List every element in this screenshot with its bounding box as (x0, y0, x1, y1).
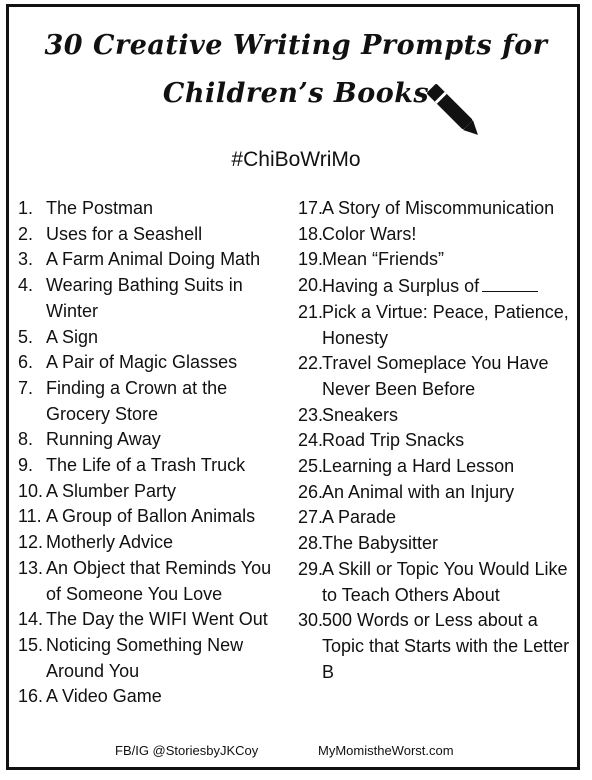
prompt-item (18, 325, 290, 351)
prompt-list-left (18, 196, 290, 710)
prompt-item (298, 608, 570, 685)
prompt-number: 3. (18, 249, 34, 270)
prompt-text: Running Away (46, 429, 161, 450)
prompt-number: 14. (18, 609, 44, 630)
prompt-number: 15. (18, 634, 44, 655)
prompt-number: 13. (18, 557, 44, 578)
prompt-item (298, 403, 570, 429)
prompt-text: Uses for a Seashell (46, 223, 203, 244)
prompt-number: 16. (18, 686, 44, 707)
prompt-text: Travel Someplace You Have Never Been Before (322, 353, 549, 399)
prompt-item (298, 428, 570, 454)
prompt-text: The Babysitter (322, 533, 439, 554)
prompt-number: 29. (298, 558, 324, 579)
pencil-icon (425, 82, 487, 144)
prompt-number: 8. (18, 429, 34, 450)
prompt-text: The Day the WIFI Went Out (46, 609, 268, 630)
prompt-text: Color Wars! (322, 223, 417, 244)
prompt-number: 9. (18, 455, 34, 476)
prompt-number: 23. (298, 404, 324, 425)
prompt-item (298, 222, 570, 248)
prompt-item (18, 350, 290, 376)
prompt-text: Learning a Hard Lesson (322, 456, 515, 477)
prompt-item (18, 453, 290, 479)
prompt-number: 12. (18, 532, 44, 553)
prompt-text: Mean “Friends” (322, 249, 445, 270)
prompt-item (18, 222, 290, 248)
prompt-number: 11. (18, 506, 42, 527)
prompt-number: 27. (298, 507, 324, 528)
prompt-number: 10. (18, 480, 44, 501)
prompt-number: 5. (18, 326, 34, 347)
prompt-number: 24. (298, 430, 324, 451)
footer-social-handle: FB/IG @StoriesbyJKCoy (115, 743, 259, 758)
prompt-item (298, 196, 570, 222)
prompt-number: 2. (18, 223, 34, 244)
prompt-text: Sneakers (322, 404, 399, 425)
prompt-item (298, 454, 570, 480)
prompt-text: A Pair of Magic Glasses (46, 352, 238, 373)
prompt-item (298, 480, 570, 506)
prompt-item (18, 607, 290, 633)
prompt-text: Road Trip Snacks (322, 430, 465, 451)
prompt-number: 22. (298, 353, 324, 374)
prompt-item (18, 684, 290, 710)
prompt-item (298, 351, 570, 402)
prompt-text: An Object that Reminds You of Someone You Love (46, 557, 272, 604)
prompt-item (298, 273, 570, 300)
prompt-text: Wearing Bathing Suits in Winter (46, 275, 243, 321)
prompt-text: Pick a Virtue: Peace, Patience, Honesty (322, 301, 569, 348)
prompt-item (18, 376, 290, 427)
prompt-item (298, 531, 570, 557)
prompt-item (298, 557, 570, 608)
footer-website: MyMomistheWorst.com (318, 743, 454, 758)
prompt-number: 19. (298, 249, 324, 270)
hashtag: #ChiBoWriMo (231, 148, 361, 171)
fill-in-blank-line (482, 273, 538, 292)
prompt-item (18, 530, 290, 556)
prompt-item (18, 504, 290, 530)
prompt-item (18, 633, 290, 684)
prompt-number: 25. (298, 456, 324, 477)
prompt-text: A Group of Ballon Animals (46, 506, 256, 527)
prompt-text: A Video Game (46, 686, 162, 707)
page-title-line-1: 30 Creative Writing Prompts for (44, 30, 548, 61)
prompt-item (18, 196, 290, 222)
prompt-item (298, 247, 570, 273)
prompt-number: 26. (298, 481, 324, 502)
prompt-text: The Postman (46, 198, 154, 218)
prompt-text: Having a Surplus of (322, 276, 480, 297)
prompt-item (18, 556, 290, 607)
prompt-number: 7. (18, 377, 34, 398)
prompt-item (18, 247, 290, 273)
prompt-number: 4. (18, 275, 34, 296)
prompt-item (18, 427, 290, 453)
prompt-item (18, 479, 290, 505)
prompt-number: 18. (298, 223, 324, 244)
prompt-text: 500 Words or Less about a Topic that Starts with the Letter B (322, 610, 570, 682)
prompt-text: Finding a Crown at the Grocery Store (46, 377, 228, 424)
prompt-item (298, 505, 570, 531)
prompt-text: A Sign (46, 326, 99, 347)
prompt-text: A Slumber Party (46, 480, 177, 501)
prompt-number: 28. (298, 533, 324, 554)
prompt-text: A Skill or Topic You Would Like to Teach Others About (322, 558, 568, 605)
prompt-number: 6. (18, 352, 34, 373)
prompt-text: A Farm Animal Doing Math (46, 249, 261, 270)
prompt-text: The Life of a Trash Truck (46, 455, 246, 476)
page-title-line-2: Children’s Books (162, 78, 430, 109)
prompt-number: 21. (298, 301, 324, 322)
prompt-number: 30. (298, 610, 324, 631)
prompt-text: An Animal with an Injury (322, 481, 515, 502)
prompt-number: 1. (18, 198, 34, 218)
prompt-text: A Parade (322, 507, 397, 528)
prompt-number: 17. (298, 198, 324, 218)
prompt-list-right (298, 196, 570, 685)
prompt-text: A Story of Miscommunication (322, 198, 555, 218)
prompt-text: Motherly Advice (46, 532, 174, 553)
prompt-number: 20. (298, 275, 324, 296)
prompt-item (18, 273, 290, 324)
prompt-item (298, 300, 570, 351)
prompt-text: Noticing Something New Around You (46, 634, 244, 681)
